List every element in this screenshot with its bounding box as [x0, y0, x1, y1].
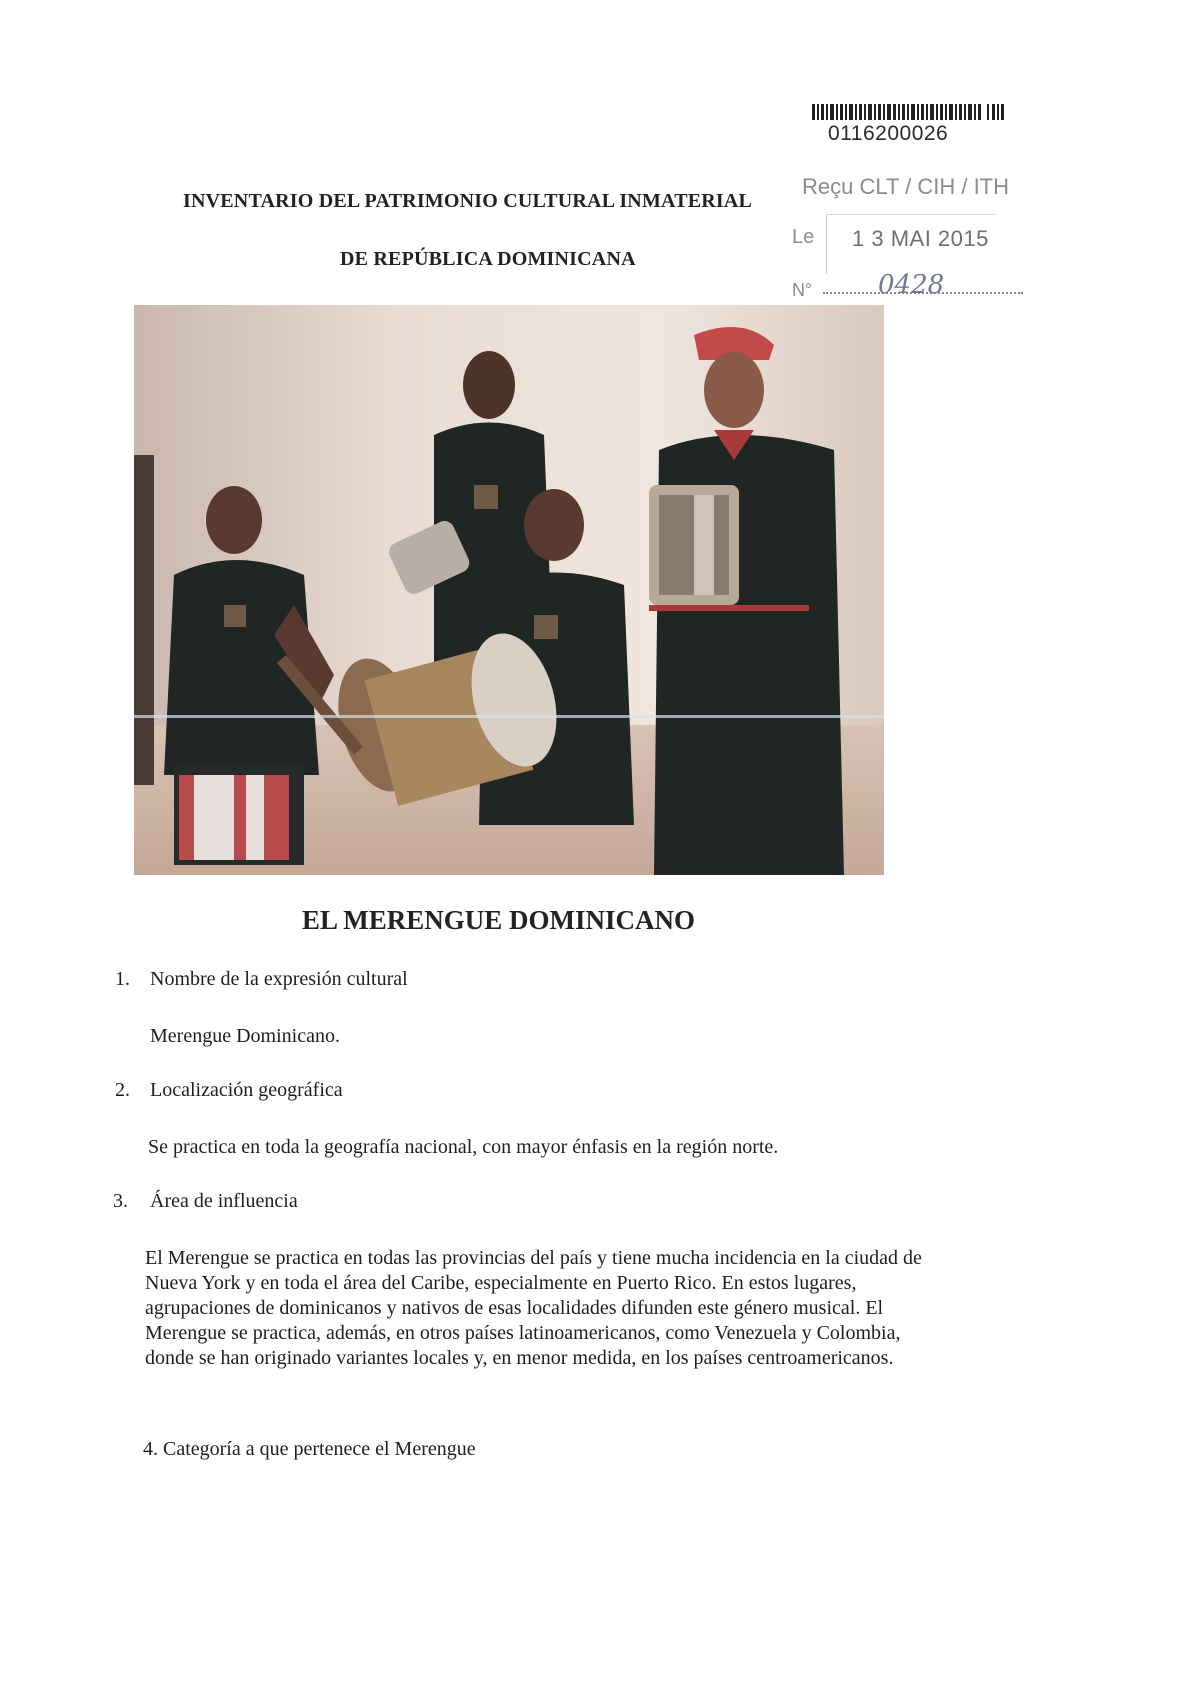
barcode-number: 0116200026 [828, 122, 949, 145]
section-3-heading: Área de influencia [150, 1190, 298, 1212]
document-title-line-1: INVENTARIO DEL PATRIMONIO CULTURAL INMATERIAL [183, 190, 753, 212]
section-main-heading: EL MERENGUE DOMINICANO [302, 905, 696, 935]
section-3-text: El Merengue se practica en todas las provincias del país y tiene mucha incidencia en la ciudad de Nueva York y en toda el área del Caribe, especialmente en Puerto Rico. En estos lugares, agrupaciones de dominicanos y nativos de esas localidades difunden este género musical. El Merengue se practica, además, en otros países latinoamericanos, como Venezuela y Colombia, donde se han originado variantes locales y, en menor medida, en los países centroamericanos. [145, 1247, 922, 1369]
section-1-heading: Nombre de la expresión cultural [150, 968, 408, 990]
barcode [812, 104, 1012, 120]
stamp-received-label: Reçu CLT / CIH / ITH [802, 174, 1010, 199]
stamp-frame-vertical [826, 214, 827, 274]
stamp-handwritten-number: 0428 [878, 270, 945, 300]
document-title-line-2: DE REPÚBLICA DOMINICANA [340, 248, 636, 270]
section-2-text: Se practica en toda la geografía nacional, con mayor énfasis en la región norte. [148, 1136, 779, 1158]
section-4-heading: 4. Categoría a que pertenece el Merengue [143, 1438, 476, 1460]
stamp-le-label: Le [792, 226, 815, 248]
stamp-date: 1 3 MAI 2015 [852, 226, 989, 251]
stamp-frame-horizontal [826, 214, 996, 215]
section-2-heading: Localización geográfica [150, 1079, 343, 1101]
stamp-number-label: N° [792, 280, 813, 300]
section-3-number: 3. [113, 1190, 128, 1212]
section-1-number: 1. [115, 968, 130, 990]
merengue-musicians-photo [134, 305, 884, 875]
section-1-text: Merengue Dominicano. [150, 1025, 340, 1047]
section-2-number: 2. [115, 1079, 130, 1101]
